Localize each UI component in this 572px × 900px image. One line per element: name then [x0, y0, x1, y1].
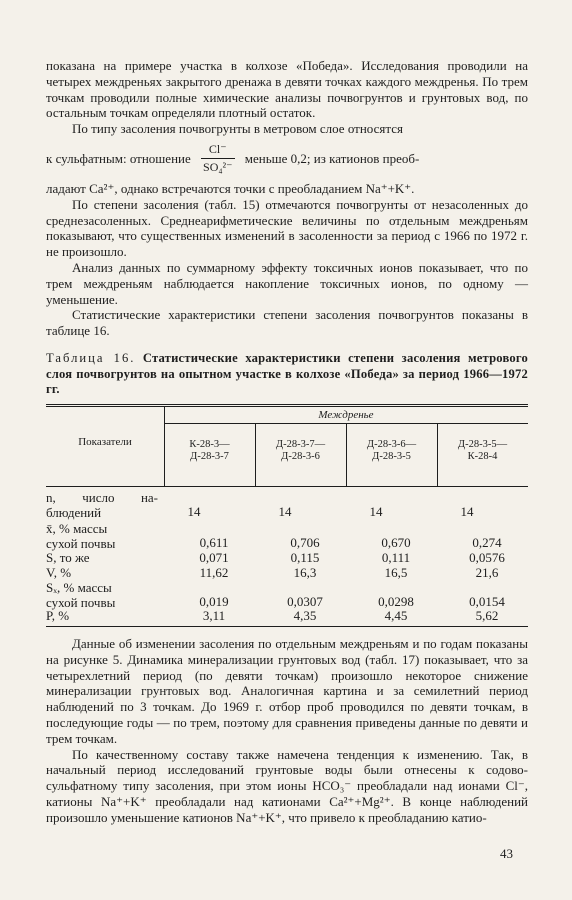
table-title: Статистические характеристики степени засоления метрового слоя почвогрунтов на опытном участке в колхозе «Победа» за период 1966—1972 гг.: [46, 351, 528, 397]
header-bottom-rule: [46, 486, 528, 487]
cell-n-1: 14: [187, 504, 201, 519]
row-label-s: S, то же: [46, 550, 90, 565]
column-1-line-1: К-28-3—: [189, 439, 230, 450]
fraction-denominator: SO₄²⁻: [203, 160, 233, 175]
cell-p-4: 5,62: [475, 608, 499, 623]
column-4-line-1: Д-28-3-5—: [457, 439, 508, 450]
row-label-sx-line-2: сухой почвы: [46, 595, 116, 610]
group-header: Междренье: [318, 409, 374, 421]
cell-sx-3: 0,0298: [378, 594, 414, 609]
page-number: 43: [500, 846, 513, 861]
cell-s-2: 0,115: [290, 550, 320, 565]
paragraph-7: По качественному составу также намечена тенденция к изменению. Так, в начальный период исследований грунтовые воды были отнесены к содово-сульфатному типу засоления, при этом ионы HCO₃⁻ преобладали над ионами Cl⁻, катионы Na⁺+K⁺ преобладали над катионами Ca²⁺+Mg²⁺. В конце наблюдений произошло уменьшение катионов Na⁺+K⁺, что привело к преобладанию катио-: [46, 746, 528, 825]
cell-s-4: 0,0576: [469, 550, 505, 565]
row-label-sx: [46, 580, 158, 610]
table-top-rule-double: [46, 406, 528, 407]
cell-p-2: 4,35: [293, 608, 317, 623]
column-2-line-2: Д-28-3-6: [281, 451, 320, 462]
row-header: Показатели: [78, 436, 132, 448]
column-header-3: [346, 439, 437, 463]
row-label-n: [46, 490, 158, 520]
table-top-rule: [46, 404, 528, 405]
cell-n-2: 14: [278, 504, 292, 519]
cell-p-1: 3,11: [202, 608, 226, 623]
cell-p-3: 4,45: [384, 608, 408, 623]
table-label: Таблица 16.: [46, 351, 136, 365]
column-3-line-2: Д-28-3-5: [372, 451, 411, 462]
table-bottom-rule: [46, 626, 528, 627]
formula-suffix: меньше 0,2; из катионов преоб-: [244, 151, 420, 167]
cell-n-3: 14: [369, 504, 383, 519]
paragraph-5: Статистические характеристики степени засоления почвогрунтов показаны в таблице 16.: [46, 307, 528, 339]
formula-prefix: к сульфатным: отношение: [46, 151, 191, 167]
column-header-1: [164, 439, 255, 463]
paragraph-4: Анализ данных по суммарному эффекту токсичных ионов показывает, что по трем междреньям наблюдается накопление токсичных ионов, по одному — уменьшение.: [46, 259, 528, 307]
column-1-line-2: Д-28-3-7: [190, 451, 229, 462]
column-2-line-1: Д-28-3-7—: [275, 439, 326, 450]
column-3-line-1: Д-28-3-6—: [366, 439, 417, 450]
paragraph-2-line: По типу засоления почвогрунты в метровом слое относятся: [72, 121, 403, 137]
row-label-sx-line-1: Sₓ, % массы: [46, 580, 112, 595]
row-label-n-line-1: n, число на-: [46, 490, 158, 505]
table-caption: [46, 351, 528, 398]
chloride-sulfate-fraction: [201, 143, 235, 174]
cell-s-3: 0,111: [381, 550, 411, 565]
cell-v-1: 11,62: [199, 565, 229, 580]
top-text-block: [46, 58, 528, 339]
row-label-mean: [46, 521, 158, 551]
paragraph-6: Данные об изменении засоления по отдельным междреньям и по годам показаны на рисунке 5. Динамика минерализации грунтовых вод (табл. 17) показывает, что за четырехлетний период (по девяти точкам) произошло некоторое снижение минерализации грунтовых вод. Аналогичная картина и за семилетний период наблюдений по 3 точкам. До 1969 г. отбор проб проводился по девяти точкам, в последующие годы — по трем, поэтому для сравнения приведены данные по девяти и трем точкам.: [46, 636, 528, 746]
ratio-formula-line: [46, 137, 528, 181]
cell-mean-1: 0,611: [199, 535, 229, 550]
fraction-numerator: Cl⁻: [208, 142, 227, 157]
cell-mean-2: 0,706: [290, 535, 320, 550]
paragraph-1: показана на примере участка в колхозе «Победа». Исследования проводили на четырех междреньях закрытого дренажа в девяти точках каждого междренья. По трем точкам проводили полные химические анализы почвогрунтов и грунтовых вод, по остальным точкам определяли плотный остаток.: [46, 58, 528, 121]
cell-s-1: 0,071: [199, 550, 229, 565]
cell-sx-4: 0,0154: [469, 594, 505, 609]
cell-mean-3: 0,670: [381, 535, 411, 550]
row-label-p: P, %: [46, 608, 70, 623]
paragraph-3: По степени засоления (табл. 15) отмечаются почвогрунты от незасоленных до среднезасоленных. Среднеарифметические величины по отдельным междреньям показывают, что существенных изменений в засоленности за период с 1966 по 1972 г. не произошло.: [46, 196, 528, 260]
cell-sx-2: 0,0307: [287, 594, 323, 609]
cell-v-4: 21,6: [475, 565, 499, 580]
fraction-bar: [201, 158, 235, 159]
cell-v-2: 16,3: [293, 565, 317, 580]
paragraph-2-end: ладают Ca²⁺, однако встречаются точки с преобладанием Na⁺+K⁺.: [46, 180, 415, 196]
column-4-line-2: К-28-4: [467, 451, 498, 462]
column-header-2: [255, 439, 346, 463]
bottom-text-block: [46, 636, 528, 826]
cell-v-3: 16,5: [384, 565, 408, 580]
row-label-mean-line-2: сухой почвы: [46, 536, 116, 551]
row-label-n-line-2: блюдений: [46, 505, 102, 520]
column-header-4: [437, 439, 528, 463]
cell-sx-1: 0,019: [199, 594, 229, 609]
cell-mean-4: 0,274: [472, 535, 502, 550]
statistics-table: [46, 404, 528, 623]
cell-n-4: 14: [460, 504, 474, 519]
row-label-v: V, %: [46, 565, 72, 580]
row-label-mean-line-1: x̄, % массы: [46, 521, 108, 536]
